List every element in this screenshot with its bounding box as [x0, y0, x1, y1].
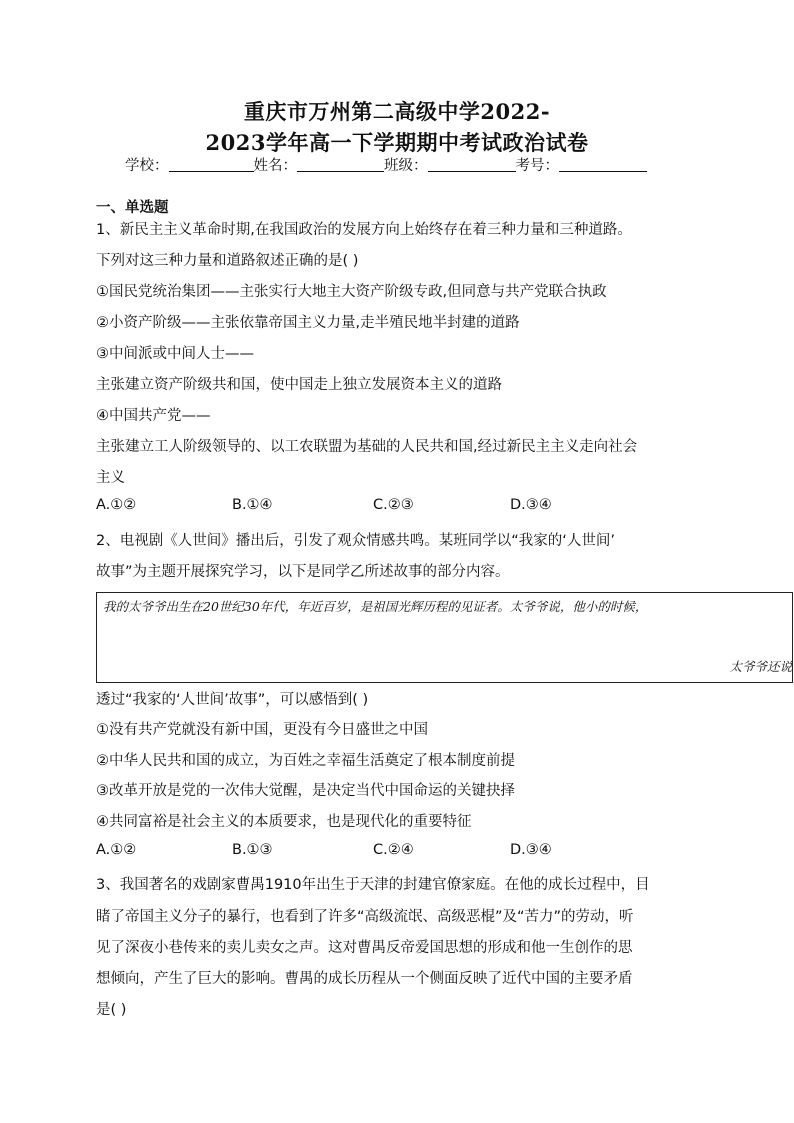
q1-item2: ②小资产阶级——主张依靠帝国主义力量,走半殖民地半封建的道路 [96, 315, 520, 331]
student-info-row [125, 154, 685, 175]
name-blank[interactable] [297, 157, 384, 172]
q1-item1: ①国民党统治集团——主张实行大地主大资产阶级专政,但同意与共产党联合执政 [96, 284, 607, 300]
q1-stem-line1: 1、新民主主义革命时期,在我国政治的发展方向上始终存在着三种力量和三种道路。 [96, 222, 632, 238]
q3-stem-line2: 睹了帝国主义分子的暴行，也看到了许多“高级流氓、高级恶棍”及“苦力”的劳动，听 [96, 909, 634, 925]
q2-item3: ③改革开放是党的一次伟大觉醒，是决定当代中国命运的关键抉择 [96, 783, 515, 799]
q3-stem-line1: 3、我国著名的戏剧家曹禺1910年出生于天津的封建官僚家庭。在他的成长过程中，目 [96, 877, 650, 893]
q1-stem-line2: 下列对这三种力量和道路叙述正确的是( ) [96, 253, 359, 269]
q1-option-a[interactable]: A.①② [96, 497, 137, 513]
class-label: 班级： [384, 158, 428, 174]
q2-item4: ④共同富裕是社会主义的本质要求，也是现代化的重要特征 [96, 814, 472, 830]
q1-item3-head: ③中间派或中间人士—— [96, 346, 254, 362]
class-blank[interactable] [428, 157, 516, 172]
q1-options [96, 497, 696, 517]
q2-option-d[interactable]: D.③④ [510, 842, 552, 858]
q2-stem-line1: 2、电视剧《人世间》播出后，引发了观众情感共鸣。某班同学以“我家的‘人世间’ [96, 533, 615, 549]
q3-stem-line4: 想倾向，产生了巨大的影响。曹禺的成长历程从一个侧面反映了近代中国的主要矛盾 [96, 971, 633, 987]
q1-item4-head: ④中国共产党—— [96, 408, 211, 424]
q2-stem-line3: 透过“我家的‘人世间’故事”，可以感悟到( ) [96, 692, 369, 708]
section-title: 一、单选题 [96, 200, 169, 216]
q1-item3-body: 主张建立资产阶级共和国，使中国走上独立发展资本主义的道路 [96, 377, 502, 393]
q2-option-b[interactable]: B.①③ [232, 842, 273, 858]
q3-stem-line5: 是( ) [96, 1002, 127, 1018]
q2-story-line1: 我的太爷爷出生在20世纪30年代，年近百岁，是祖国光辉历程的见证者。太爷爷说，他小的时候， [103, 599, 648, 614]
q2-option-c[interactable]: C.②④ [373, 842, 414, 858]
q1-option-b[interactable]: B.①④ [232, 497, 273, 513]
q2-options [96, 842, 696, 862]
number-blank[interactable] [559, 157, 647, 172]
q1-item4-tail: 主义 [96, 470, 125, 486]
school-label: 学校： [125, 158, 169, 174]
q2-option-a[interactable]: A.①② [96, 842, 137, 858]
q1-option-d[interactable]: D.③④ [510, 497, 552, 513]
q1-item4-body: 主张建立工人阶级领导的、以工农联盟为基础的人民共和国,经过新民主主义走向社会 [96, 439, 638, 455]
name-label: 姓名： [253, 158, 297, 174]
q1-option-c[interactable]: C.②③ [373, 497, 414, 513]
number-label: 考号： [515, 158, 559, 174]
q3-stem-line3: 见了深夜小巷传来的卖儿卖女之声。这对曹禺反帝爱国思想的形成和他一生创作的思 [96, 940, 633, 956]
q2-story-line2: 太爷爷还说 [729, 659, 792, 674]
exam-title-line1: 重庆市万州第二高级中学2022- [243, 99, 551, 124]
q2-item1: ①没有共产党就没有新中国，更没有今日盛世之中国 [96, 722, 428, 738]
exam-title-line2: 2023学年高一下学期期中考试政治试卷 [205, 130, 589, 155]
q2-stem-line2: 故事”为主题开展探究学习，以下是同学乙所述故事的部分内容。 [96, 564, 510, 580]
q2-item2: ②中华人民共和国的成立，为百姓之幸福生活奠定了根本制度前提 [96, 753, 515, 769]
q2-story-box [96, 592, 793, 683]
school-blank[interactable] [169, 157, 254, 172]
